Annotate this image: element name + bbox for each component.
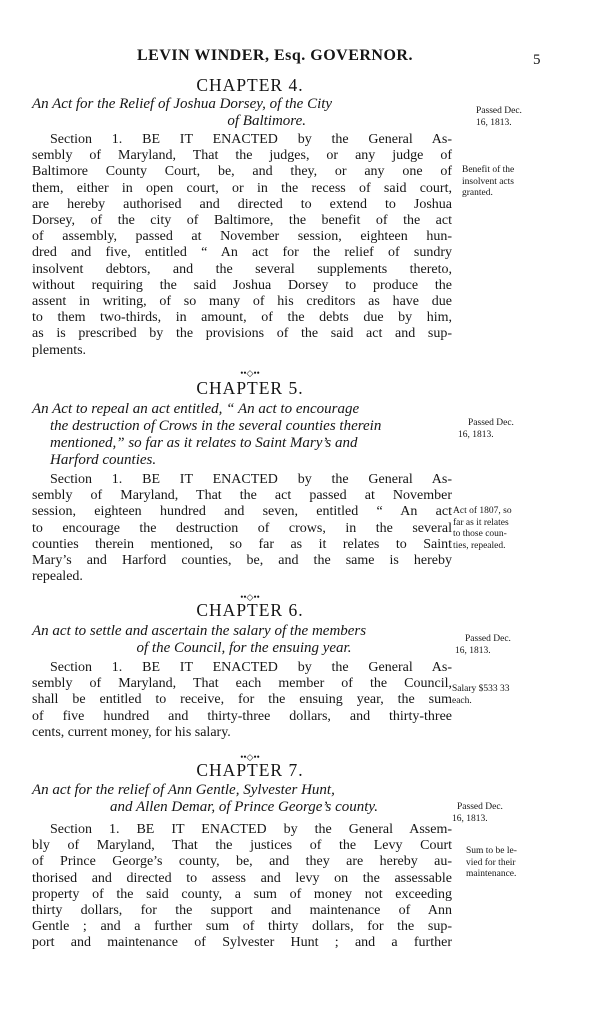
body-line: Section 1. BE IT ENACTED by the General As- <box>50 660 452 675</box>
body-line: insolvent debtors, and the several supplements thereto, <box>32 261 452 277</box>
chapter-4-title: CHAPTER 4. <box>196 75 304 95</box>
act-title-line: An Act to repeal an act entitled, “ An act to encourage <box>32 401 360 417</box>
chapter-5-margin-note <box>453 506 512 552</box>
chapter-6-body <box>32 660 452 741</box>
act-title-line: of Baltimore. <box>227 113 306 129</box>
note-line: ties, repealed. <box>453 540 506 551</box>
ornament-divider: ••◇•• <box>240 752 260 762</box>
note-line: Salary $533 33 <box>452 684 510 694</box>
body-line: of five hundred and thirty-three dollars, and thirty-three <box>32 708 452 724</box>
ornament-divider: ••◇•• <box>240 368 260 378</box>
note-line: granted. <box>462 188 493 198</box>
chapter-5-act-title <box>32 401 456 469</box>
body-line: Baltimore County Court, be, and they, or any one of <box>32 164 452 180</box>
chapter-6-title: CHAPTER 6. <box>196 600 304 620</box>
chapter-5-passed-note <box>458 418 514 441</box>
chapter-4-act-title <box>32 96 456 130</box>
body-line: of assembly, passed at November session, eighteen hun- <box>32 229 452 245</box>
act-title-line: the destruction of Crows in the several counties therein <box>50 418 382 434</box>
note-line: Sum to be le- <box>466 846 517 856</box>
body-line: dred and five, entitled “ An act for the relief of sundry <box>32 245 452 261</box>
chapter-7-margin-note <box>466 846 517 881</box>
note-line: to those coun- <box>453 529 507 539</box>
chapter-7-act-title <box>32 782 456 816</box>
chapter-7-passed-note <box>452 802 503 825</box>
passed-line: 16, 1813. <box>458 429 494 440</box>
body-line: port and maintenance of Sylvester Hunt ; and a further <box>32 935 452 951</box>
body-line: thorised and directed to assess and levy on the assessable <box>32 870 452 886</box>
passed-line: Passed Dec. <box>476 106 522 116</box>
passed-line: Passed Dec. <box>465 634 511 644</box>
act-title-line: of the Council, for the ensuing year. <box>136 640 352 656</box>
act-title-line: mentioned,” so far as it relates to Saint Mary’s and <box>50 435 358 451</box>
body-line: Section 1. BE IT ENACTED by the General As- <box>50 132 452 147</box>
body-line: counties therein mentioned, so far as it relates to Saint <box>32 536 452 552</box>
body-line: Section 1. BE IT ENACTED by the General Assem- <box>50 822 452 837</box>
note-line: vied for their <box>466 857 516 868</box>
note-line: maintenance. <box>466 869 517 879</box>
act-title-line: and Allen Demar, of Prince George’s county. <box>109 799 378 815</box>
body-line: thirty dollars, for the support and maintenance of Ann <box>32 903 452 919</box>
act-title-line: An act for the relief of Ann Gentle, Sylvester Hunt, <box>32 782 335 798</box>
passed-line: 16, 1813. <box>452 813 488 824</box>
note-line: Act of 1807, so <box>453 506 512 516</box>
body-line: are hereby authorised and directed to extend to Joshua <box>32 196 452 212</box>
body-line: Gentle ; and a further sum of thirty dollars, for the sup- <box>32 919 452 935</box>
passed-line: Passed Dec. <box>457 802 503 812</box>
body-line: assent in writing, of so many of his creditors as have due <box>32 294 452 310</box>
note-line: insolvent acts <box>462 176 514 187</box>
act-title-line: An act to settle and ascertain the salary of the members <box>32 623 367 639</box>
passed-line: 16, 1813. <box>455 645 491 656</box>
body-line: cents, current money, for his salary. <box>32 724 231 740</box>
body-line: plements. <box>32 342 87 358</box>
chapter-6-passed-note <box>455 634 511 657</box>
chapter-4-body <box>32 132 452 359</box>
note-line: each. <box>452 695 472 706</box>
body-line: Section 1. BE IT ENACTED by the General As- <box>50 472 452 487</box>
body-line: session, eighteen hundred and seven, entitled “ An act <box>32 504 452 520</box>
chapter-7-body <box>32 822 452 952</box>
body-line: sembly of Maryland, That the judges, or any judge of <box>32 148 452 164</box>
chapter-5-title: CHAPTER 5. <box>196 378 304 398</box>
act-title-line: An Act for the Relief of Joshua Dorsey, of the City <box>32 96 333 112</box>
body-line: as is prescribed by the provisions of the said act and sup- <box>32 326 452 342</box>
body-line: bly of Maryland, That the justices of the Levy Court <box>32 838 452 854</box>
chapter-6-act-title <box>32 623 456 657</box>
body-line: of Prince George’s county, be, and they are hereby au- <box>32 854 452 870</box>
note-line: far as it relates <box>453 517 509 528</box>
chapter-5-body <box>32 472 452 585</box>
body-line: sembly of Maryland, That the act passed at November <box>32 488 452 504</box>
chapter-4-passed-note <box>476 106 522 129</box>
chapter-4-margin-note <box>462 165 514 200</box>
passed-line: Passed Dec. <box>468 418 514 428</box>
note-line: Benefit of the <box>462 165 515 175</box>
body-line: to them two-thirds, in amount, of the debts due by him, <box>32 310 452 326</box>
act-title-line: Harford counties. <box>50 452 157 468</box>
body-line: Dorsey, of the city of Baltimore, the benefit of the act <box>32 213 452 229</box>
chapter-6-margin-note <box>452 684 510 707</box>
body-line: shall be entitled to receive, for the ensuing year, the sum <box>32 692 452 708</box>
body-line: sembly of Maryland, That each member of the Council, <box>32 676 452 692</box>
ornament-divider: ••◇•• <box>240 592 260 602</box>
body-line: without requiring the said Joshua Dorsey to produce the <box>32 277 452 293</box>
body-line: Mary’s and Harford counties, be, and the same is hereby <box>32 553 452 569</box>
page-number: 5 <box>533 52 541 68</box>
body-line: them, either in open court, or in the recess of said court, <box>32 180 452 196</box>
body-line: repealed. <box>32 569 83 585</box>
body-line: property of the said county, a sum of money not exceeding <box>32 886 452 902</box>
running-head: LEVIN WINDER, Esq. GOVERNOR. <box>137 47 413 64</box>
body-line: to encourage the destruction of crows, in the several <box>32 520 452 536</box>
chapter-7-title: CHAPTER 7. <box>196 760 304 780</box>
passed-line: 16, 1813. <box>476 117 512 128</box>
